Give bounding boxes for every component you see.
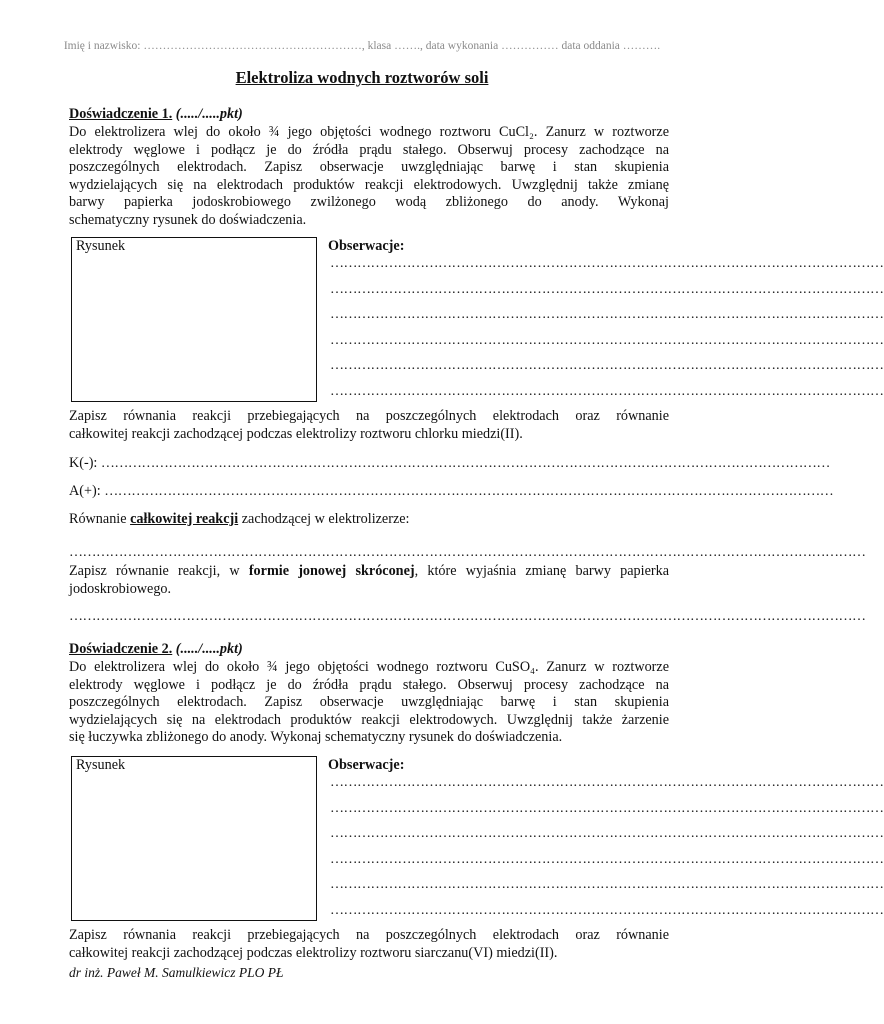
date-done-label: data wykonania <box>425 40 499 52</box>
text-line: całkowitej reakcji zachodzącej podczas elektrolizy roztworu siarczanu(VI) miedzi(II). <box>69 944 558 961</box>
exp2-observation-line[interactable]: …………………………………………………………………………………………………………… <box>330 877 884 892</box>
exp1-total-reaction-field[interactable]: …………………………………………………………………………………………………………………………………………………………… <box>69 545 866 560</box>
exp1-line: schematyczny rysunek do doświadczenia. <box>69 211 307 228</box>
exp2-instructions <box>69 659 669 747</box>
text-fragment-bold: formie jonowej skróconej <box>248 563 415 579</box>
page-title: Elektroliza wodnych roztworów soli <box>235 68 489 87</box>
text-line: całkowitej reakcji zachodzącej podczas elektrolizy roztworu chlorku miedzi(II). <box>69 425 523 442</box>
text-line: jodoskrobiowego. <box>69 580 172 597</box>
date-handin-label: data oddania <box>561 40 620 52</box>
exp2-line: wydzielających się na elektrodach produktów reakcji elektrodowych. Uwzględnij także żarzenie <box>69 711 669 728</box>
exp2-observation-line[interactable]: …………………………………………………………………………………………………………… <box>330 826 884 841</box>
exp2-heading <box>69 641 669 659</box>
exp1-drawing-box[interactable] <box>71 237 317 402</box>
exp1-observations-label: Obserwacje: <box>328 238 405 254</box>
exp1-observation-line[interactable]: …………………………………………………………………………………………………………… <box>330 384 884 399</box>
exp2-points: (...../.....pkt) <box>175 641 243 657</box>
cathode-answer-field[interactable]: ……………………………………………………………………………………………………………………………………………… <box>100 456 830 471</box>
student-info-header <box>0 40 724 52</box>
exp2-observation-line[interactable]: …………………………………………………………………………………………………………… <box>330 775 884 790</box>
cathode-label: K(-): <box>69 455 98 471</box>
exp2-line: elektrody węglowe i podłącz je do źródła prądu stałego. Obserwuj procesy zachodzące na <box>69 676 669 693</box>
exp1-total-reaction-instruction <box>69 511 669 529</box>
exp1-observation-line[interactable]: …………………………………………………………………………………………………………… <box>330 282 884 297</box>
exp1-line: barwy papierka jodoskrobiowego zwilżonego wodą zbliżonego do anody. Wykonaj <box>69 194 669 211</box>
exp2-line: Do elektrolizera wlej do około ¾ jego objętości wodnego roztworu CuSO₄. Zanurz w roztworze <box>69 659 669 675</box>
exp2-observation-line[interactable]: …………………………………………………………………………………………………………… <box>330 852 884 867</box>
date-done-field[interactable]: …………… <box>501 40 559 52</box>
text-fragment: , które wyjaśnia zmianę barwy papierka <box>414 563 670 579</box>
exp1-points: (...../.....pkt) <box>175 106 243 122</box>
exp1-line: elektrody węglowe i podłącz je do źródła prądu stałego. Obserwuj procesy zachodzące na <box>69 141 669 158</box>
class-field[interactable]: ……., <box>394 40 426 52</box>
exp2-drawing-label: Rysunek <box>76 757 126 773</box>
date-handin-field[interactable]: ………. <box>622 40 661 52</box>
exp2-line: się łuczywka zbliżonego do anody. Wykonaj schematyczny rysunek do doświadczenia. <box>69 729 563 746</box>
text-line: Zapisz równania reakcji przebiegających na poszczególnych elektrodach oraz równanie <box>69 408 669 424</box>
exp1-heading <box>69 106 669 124</box>
text-fragment-bold: całkowitej reakcji <box>130 511 239 527</box>
exp2-drawing-box[interactable] <box>71 756 317 921</box>
exp1-line: poszczególnych elektrodach. Zapisz obserwacje uwzględniając barwę i stan skupienia <box>69 159 669 176</box>
exp1-drawing-label: Rysunek <box>76 238 126 254</box>
text-fragment: Równanie <box>69 511 127 527</box>
exp2-observations-label: Obserwacje: <box>328 757 405 773</box>
text-line: Zapisz równania reakcji przebiegających na poszczególnych elektrodach oraz równanie <box>69 927 669 943</box>
name-label: Imię i nazwisko: <box>63 40 141 52</box>
exp2-equations-instruction <box>69 927 669 962</box>
exp1-cathode-row <box>69 455 830 472</box>
exp2-line: poszczególnych elektrodach. Zapisz obserwacje uwzględniając barwę i stan skupienia <box>69 694 669 711</box>
author-footer: dr inż. Paweł M. Samulkiewicz PLO PŁ <box>69 965 284 980</box>
exp1-ionic-instruction <box>69 563 669 598</box>
exp2-observation-line[interactable]: …………………………………………………………………………………………………………… <box>330 801 884 816</box>
exp1-line: wydzielających się na elektrodach produktów reakcji elektrodowych. Uwzględnij także zmianę <box>69 176 669 193</box>
exp1-observation-line[interactable]: …………………………………………………………………………………………………………… <box>330 307 884 322</box>
anode-answer-field[interactable]: ……………………………………………………………………………………………………………………………………………… <box>104 484 834 499</box>
text-fragment: Zapisz równanie reakcji, w <box>69 563 240 579</box>
exp2-title: Doświadczenie 2. <box>69 641 173 657</box>
anode-label: A(+): <box>69 483 101 499</box>
name-field[interactable]: …………………………………………………, <box>143 40 365 52</box>
exp1-ionic-field[interactable]: …………………………………………………………………………………………………………………………………………………………… <box>69 609 866 624</box>
exp1-observation-line[interactable]: …………………………………………………………………………………………………………… <box>330 333 884 348</box>
exp1-observation-line[interactable]: …………………………………………………………………………………………………………… <box>330 256 884 271</box>
exp2-observation-line[interactable]: …………………………………………………………………………………………………………… <box>330 903 884 918</box>
exp1-instructions <box>69 124 669 230</box>
exp1-equations-instruction <box>69 408 669 443</box>
exp1-title: Doświadczenie 1. <box>69 106 173 122</box>
class-label: klasa <box>367 40 392 52</box>
exp1-observation-line[interactable]: …………………………………………………………………………………………………………… <box>330 358 884 373</box>
text-fragment: zachodzącej w elektrolizerze: <box>241 511 410 527</box>
exp1-anode-row <box>69 483 834 500</box>
exp1-line: Do elektrolizera wlej do około ¾ jego objętości wodnego roztworu CuCl₂. Zanurz w roztworze <box>69 124 669 140</box>
